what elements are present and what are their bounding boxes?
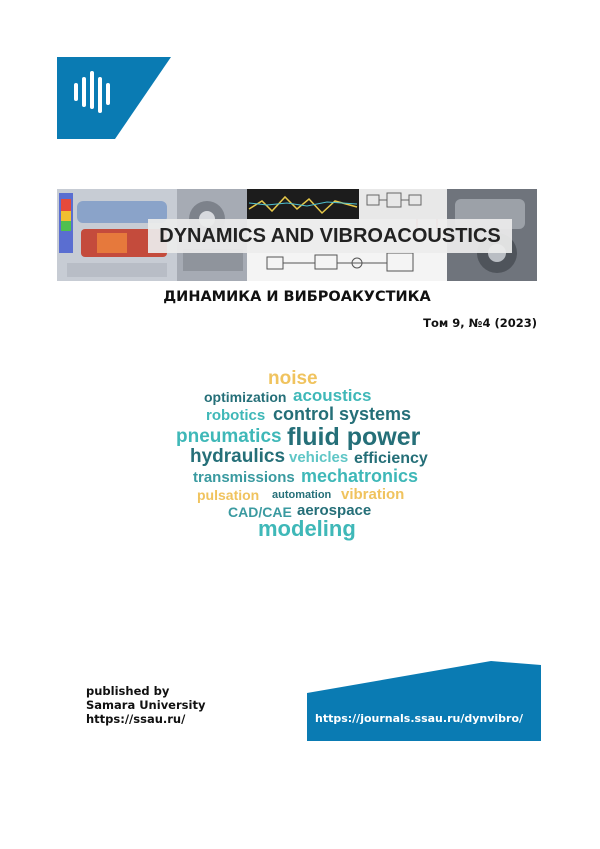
- journal-url-link[interactable]: https://journals.ssau.ru/dynvibro/: [315, 712, 524, 725]
- publisher-website[interactable]: https://ssau.ru/: [86, 712, 186, 726]
- keyword: vibration: [341, 486, 405, 503]
- keyword: modeling: [258, 516, 356, 541]
- keyword: acoustics: [293, 386, 372, 405]
- keyword: pneumatics: [176, 426, 282, 447]
- keyword: automation: [272, 489, 332, 501]
- keyword: control systems: [273, 404, 412, 424]
- publisher-name: Samara University: [86, 698, 206, 712]
- journal-title-ru: ДИНАМИКА И ВИБРОАКУСТИКА: [163, 289, 431, 305]
- issue-number: Том 9, №4 (2023): [423, 316, 537, 330]
- keyword: optimization: [204, 389, 287, 405]
- university-logo: [57, 57, 171, 139]
- keyword: CAD/CAE: [228, 504, 292, 520]
- cover-banner: [57, 189, 537, 281]
- keyword: aerospace: [297, 502, 372, 519]
- keyword: efficiency: [354, 450, 428, 467]
- url-banner: [307, 661, 541, 741]
- publisher-line: published by: [86, 684, 170, 698]
- keyword: transmissions: [193, 469, 295, 486]
- publisher-info: [86, 684, 205, 726]
- keyword: pulsation: [197, 487, 260, 503]
- keyword: mechatronics: [301, 466, 419, 486]
- keyword: fluid power: [287, 423, 421, 451]
- keyword: noise: [268, 368, 318, 389]
- keyword: robotics: [206, 407, 266, 424]
- keyword: vehicles: [289, 449, 349, 466]
- journal-title-en: DYNAMICS AND VIBROACOUSTICS: [148, 219, 512, 253]
- keyword: hydraulics: [190, 446, 286, 467]
